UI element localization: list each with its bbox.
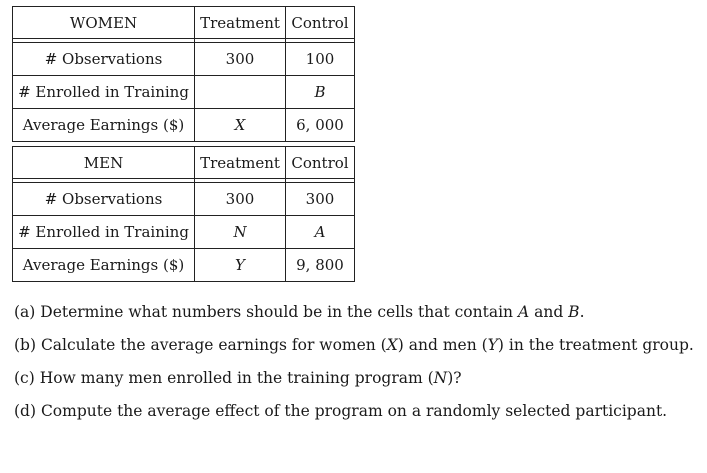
treatment-cell: N — [195, 216, 286, 249]
treatment-cell: 300 — [195, 183, 286, 216]
control-cell: 6, 000 — [286, 109, 355, 142]
women-observations-row — [13, 43, 355, 76]
questions-list — [14, 296, 694, 428]
question-d: (d) Compute the average effect of the program on a randomly selected participant. — [14, 402, 668, 420]
men-header-label: MEN — [13, 147, 195, 179]
women-header-row — [13, 7, 355, 39]
row-label: Average Earnings ($) — [13, 249, 195, 282]
women-header-control: Control — [286, 7, 355, 39]
men-enrolled-row — [13, 216, 355, 249]
women-enrolled-row — [13, 76, 355, 109]
control-cell: 9, 800 — [286, 249, 355, 282]
treatment-cell: X — [195, 109, 286, 142]
treatment-cell: Y — [195, 249, 286, 282]
treatment-cell — [195, 76, 286, 109]
women-header-label: WOMEN — [13, 7, 195, 39]
control-cell: 300 — [286, 183, 355, 216]
men-header-control: Control — [286, 147, 355, 179]
control-cell: 100 — [286, 43, 355, 76]
men-observations-row — [13, 183, 355, 216]
question-b: (b) Calculate the average earnings for women (X) and men (Y) in the treatment group. — [14, 336, 694, 354]
men-header-row — [13, 147, 355, 179]
men-header-treatment: Treatment — [195, 147, 286, 179]
row-label: # Enrolled in Training — [13, 216, 195, 249]
row-label: # Observations — [13, 183, 195, 216]
men-earnings-row — [13, 249, 355, 282]
row-label: # Observations — [13, 43, 195, 76]
control-cell: A — [286, 216, 355, 249]
control-cell: B — [286, 76, 355, 109]
question-c: (c) How many men enrolled in the training program (N)? — [14, 369, 462, 387]
women-earnings-row — [13, 109, 355, 142]
row-label: # Enrolled in Training — [13, 76, 195, 109]
women-table — [12, 6, 355, 142]
row-label: Average Earnings ($) — [13, 109, 195, 142]
question-a: (a) Determine what numbers should be in the cells that contain A and B. — [14, 303, 585, 321]
men-table — [12, 146, 355, 282]
women-header-treatment: Treatment — [195, 7, 286, 39]
treatment-cell: 300 — [195, 43, 286, 76]
